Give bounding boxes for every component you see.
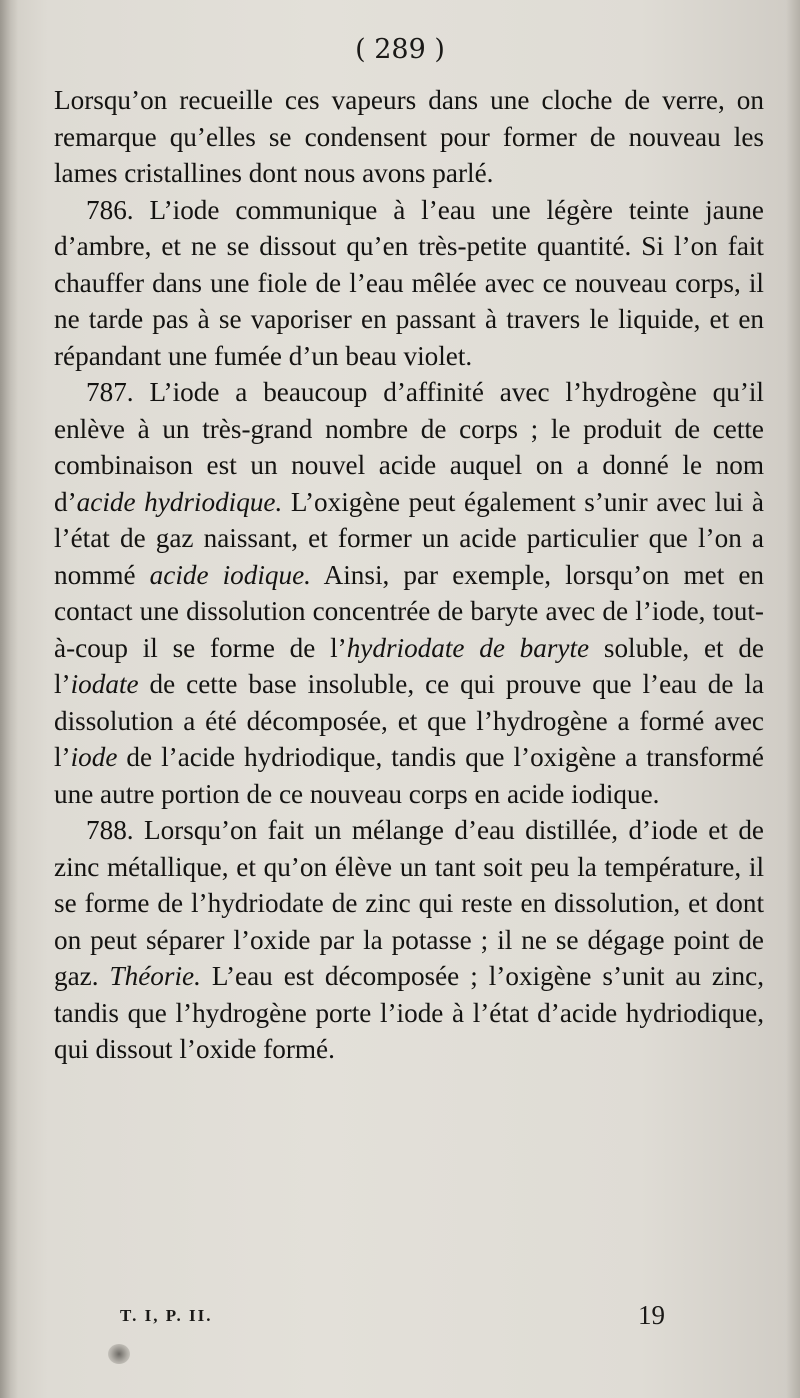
text-run: 788. Lorsqu’on fait un mélange d’eau distillée, d’iode et de zinc métallique, et qu’on élève un tant soit peu la température, il se forme de l’hydriodate de zinc qui reste en dissolution, et dont on peut séparer l’oxide par la potasse ; il ne se dégage point de gaz. [54, 815, 764, 991]
italic-term: acide hydriodique. [76, 486, 283, 517]
paragraph-786 [54, 192, 764, 375]
text-run: de cette base insoluble, ce qui prouve que l’eau de la dissolution a été décomposée, et que l’hydrogène a formé avec l’ [54, 669, 764, 772]
paragraph-787 [54, 374, 764, 812]
text-run: soluble, et de l’ [54, 632, 764, 699]
text-run: L’eau est décomposée ; l’oxigène s’unit au zinc, tandis que l’hydrogène porte l’iode à l’état d’acide hydriodique, qui dissout l’oxide formé. [54, 961, 764, 1064]
italic-term: Théorie. [109, 961, 201, 991]
text-run: Lorsqu’on recueille ces vapeurs dans une cloche de verre, on remarque qu’elles se condensent pour former de nouveau les lames cristallines dont nous avons parlé. [54, 85, 764, 188]
page-number: ( 289 ) [355, 34, 445, 65]
text-run: 787. L’iode a beaucoup d’affinité avec l’hydrogène qu’il enlève à un très-grand nombre de corps ; le produit de cette combinaison est un nouvel acide auquel on a donné le nom d’ [54, 377, 764, 517]
signature-mark: T. I, P. II. [120, 1306, 213, 1325]
page-gutter-shadow [0, 0, 18, 1398]
italic-term: hydriodate de baryte [346, 632, 590, 663]
body-text [54, 82, 764, 1068]
sheet-number: 19 [638, 1300, 665, 1330]
italic-term: iodate [70, 669, 139, 699]
page-edge-shadow [786, 0, 800, 1398]
paragraph-intro [54, 82, 764, 192]
paragraph-788 [54, 812, 764, 1068]
italic-term: iode [70, 742, 118, 772]
ink-smudge [108, 1344, 130, 1364]
italic-term: acide iodique. [149, 559, 311, 590]
text-run: Ainsi, par exemple, lorsqu’on met en contact une dissolution concentrée de baryte avec de l’iode, tout-à-coup il se forme de l’ [54, 559, 764, 663]
text-run: de l’acide hydriodique, tandis que l’oxigène a transformé une autre portion de ce nouveau corps en acide iodique. [54, 742, 764, 809]
text-run: 786. L’iode communique à l’eau une légère teinte jaune d’ambre, et ne se dissout qu’en très-petite quantité. Si l’on fait chauffer dans une fiole de l’eau mêlée avec ce nouveau corps, il ne tarde pas à se vaporiser en passant à travers le liquide, et en répandant une fumée d’un beau violet. [54, 194, 764, 371]
text-run: L’oxigène peut également s’unir avec lui à l’état de gaz naissant, et former un acide particulier que l’on a nommé [54, 486, 764, 590]
